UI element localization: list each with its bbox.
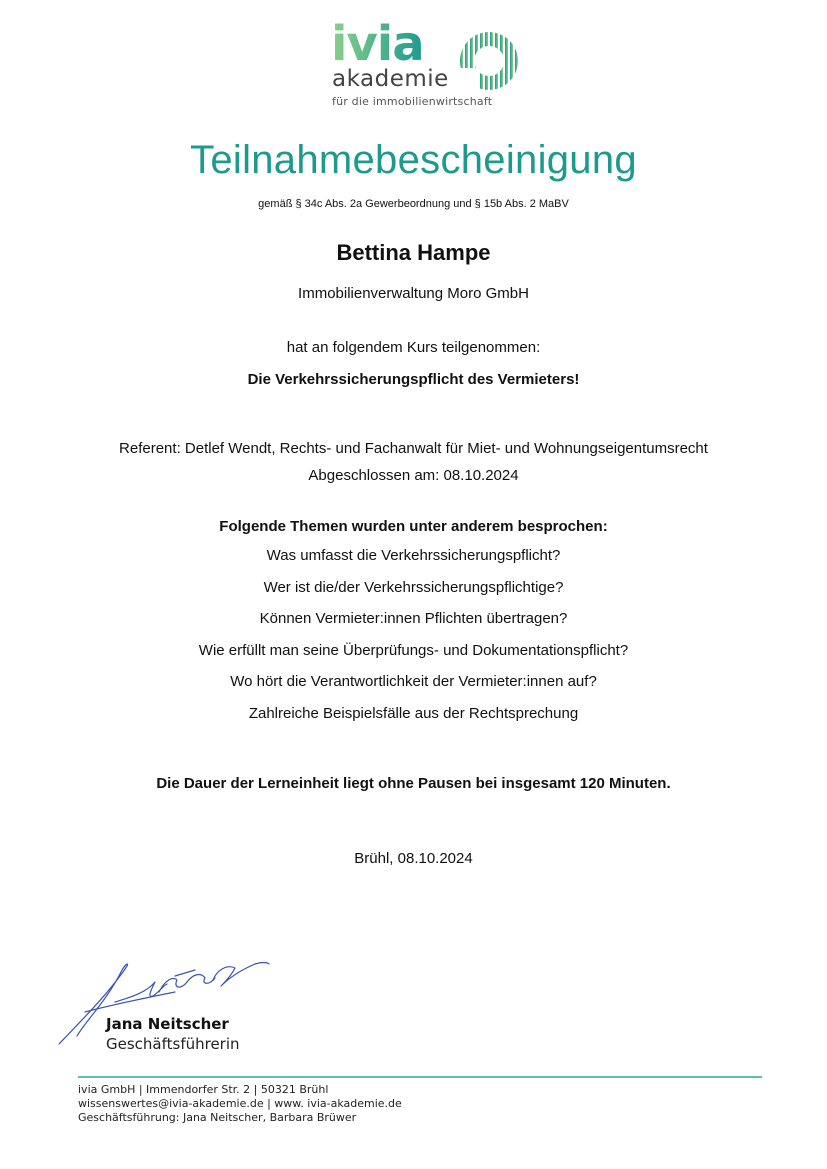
footer-address: ivia GmbH | Immendorfer Str. 2 | 50321 Brühl — [78, 1083, 329, 1096]
topic-item: Können Vermieter:innen Pflichten übertragen? — [259, 610, 568, 627]
signer-name: Jana Neitscher — [106, 1015, 229, 1033]
logo-name: akademie — [332, 66, 449, 92]
topic-item: Wer ist die/der Verkehrssicherungspflichtige? — [263, 578, 564, 596]
logo-mark-icon — [458, 30, 520, 92]
course-title: Die Verkehrssicherungspflicht des Vermieters! — [247, 371, 580, 388]
completion-date: Abgeschlossen am: 08.10.2024 — [308, 467, 519, 484]
footer-management: Geschäftsführung: Jana Neitscher, Barbara Brüwer — [78, 1111, 357, 1124]
topic-item: Wie erfüllt man seine Überprüfungs- und Dokumentationspflicht? — [198, 641, 629, 659]
footer-contact: wissenswertes@ivia-akademie.de | www. ivia-akademie.de — [78, 1097, 402, 1110]
topic-item: Zahlreiche Beispielsfälle aus der Rechtsprechung — [248, 704, 579, 722]
logo-wordmark-letters: ivia — [331, 18, 424, 68]
place-and-date: Brühl, 08.10.2024 — [354, 850, 473, 867]
logo-tagline: für die immobilienwirtschaft — [332, 95, 493, 108]
participant-name: Bettina Hampe — [336, 240, 491, 265]
logo-wordmark-text — [331, 18, 461, 68]
topics-heading: Folgende Themen wurden unter anderem besprochen: — [219, 518, 608, 535]
topic-item: Was umfasst die Verkehrssicherungspflicht? — [266, 547, 561, 564]
footer-divider — [78, 1076, 762, 1078]
logo — [330, 18, 530, 112]
participation-intro: hat an folgendem Kurs teilgenommen: — [286, 339, 541, 356]
participant-company: Immobilienverwaltung Moro GmbH — [298, 285, 529, 302]
topic-item: Wo hört die Verantwortlichkeit der Vermieter:innen auf? — [230, 673, 597, 690]
duration-statement: Die Dauer der Lerneinheit liegt ohne Pausen bei insgesamt 120 Minuten. — [156, 775, 671, 792]
signer-role: Geschäftsführerin — [106, 1035, 240, 1053]
topics-list — [0, 545, 827, 734]
speaker-line: Referent: Detlef Wendt, Rechts- und Fachanwalt für Miet- und Wohnungseigentumsrecht — [119, 440, 708, 457]
legal-basis: gemäß § 34c Abs. 2a Gewerbeordnung und § 15b Abs. 2 MaBV — [258, 198, 569, 210]
certificate-title: Teilnahmebescheinigung — [190, 138, 637, 182]
